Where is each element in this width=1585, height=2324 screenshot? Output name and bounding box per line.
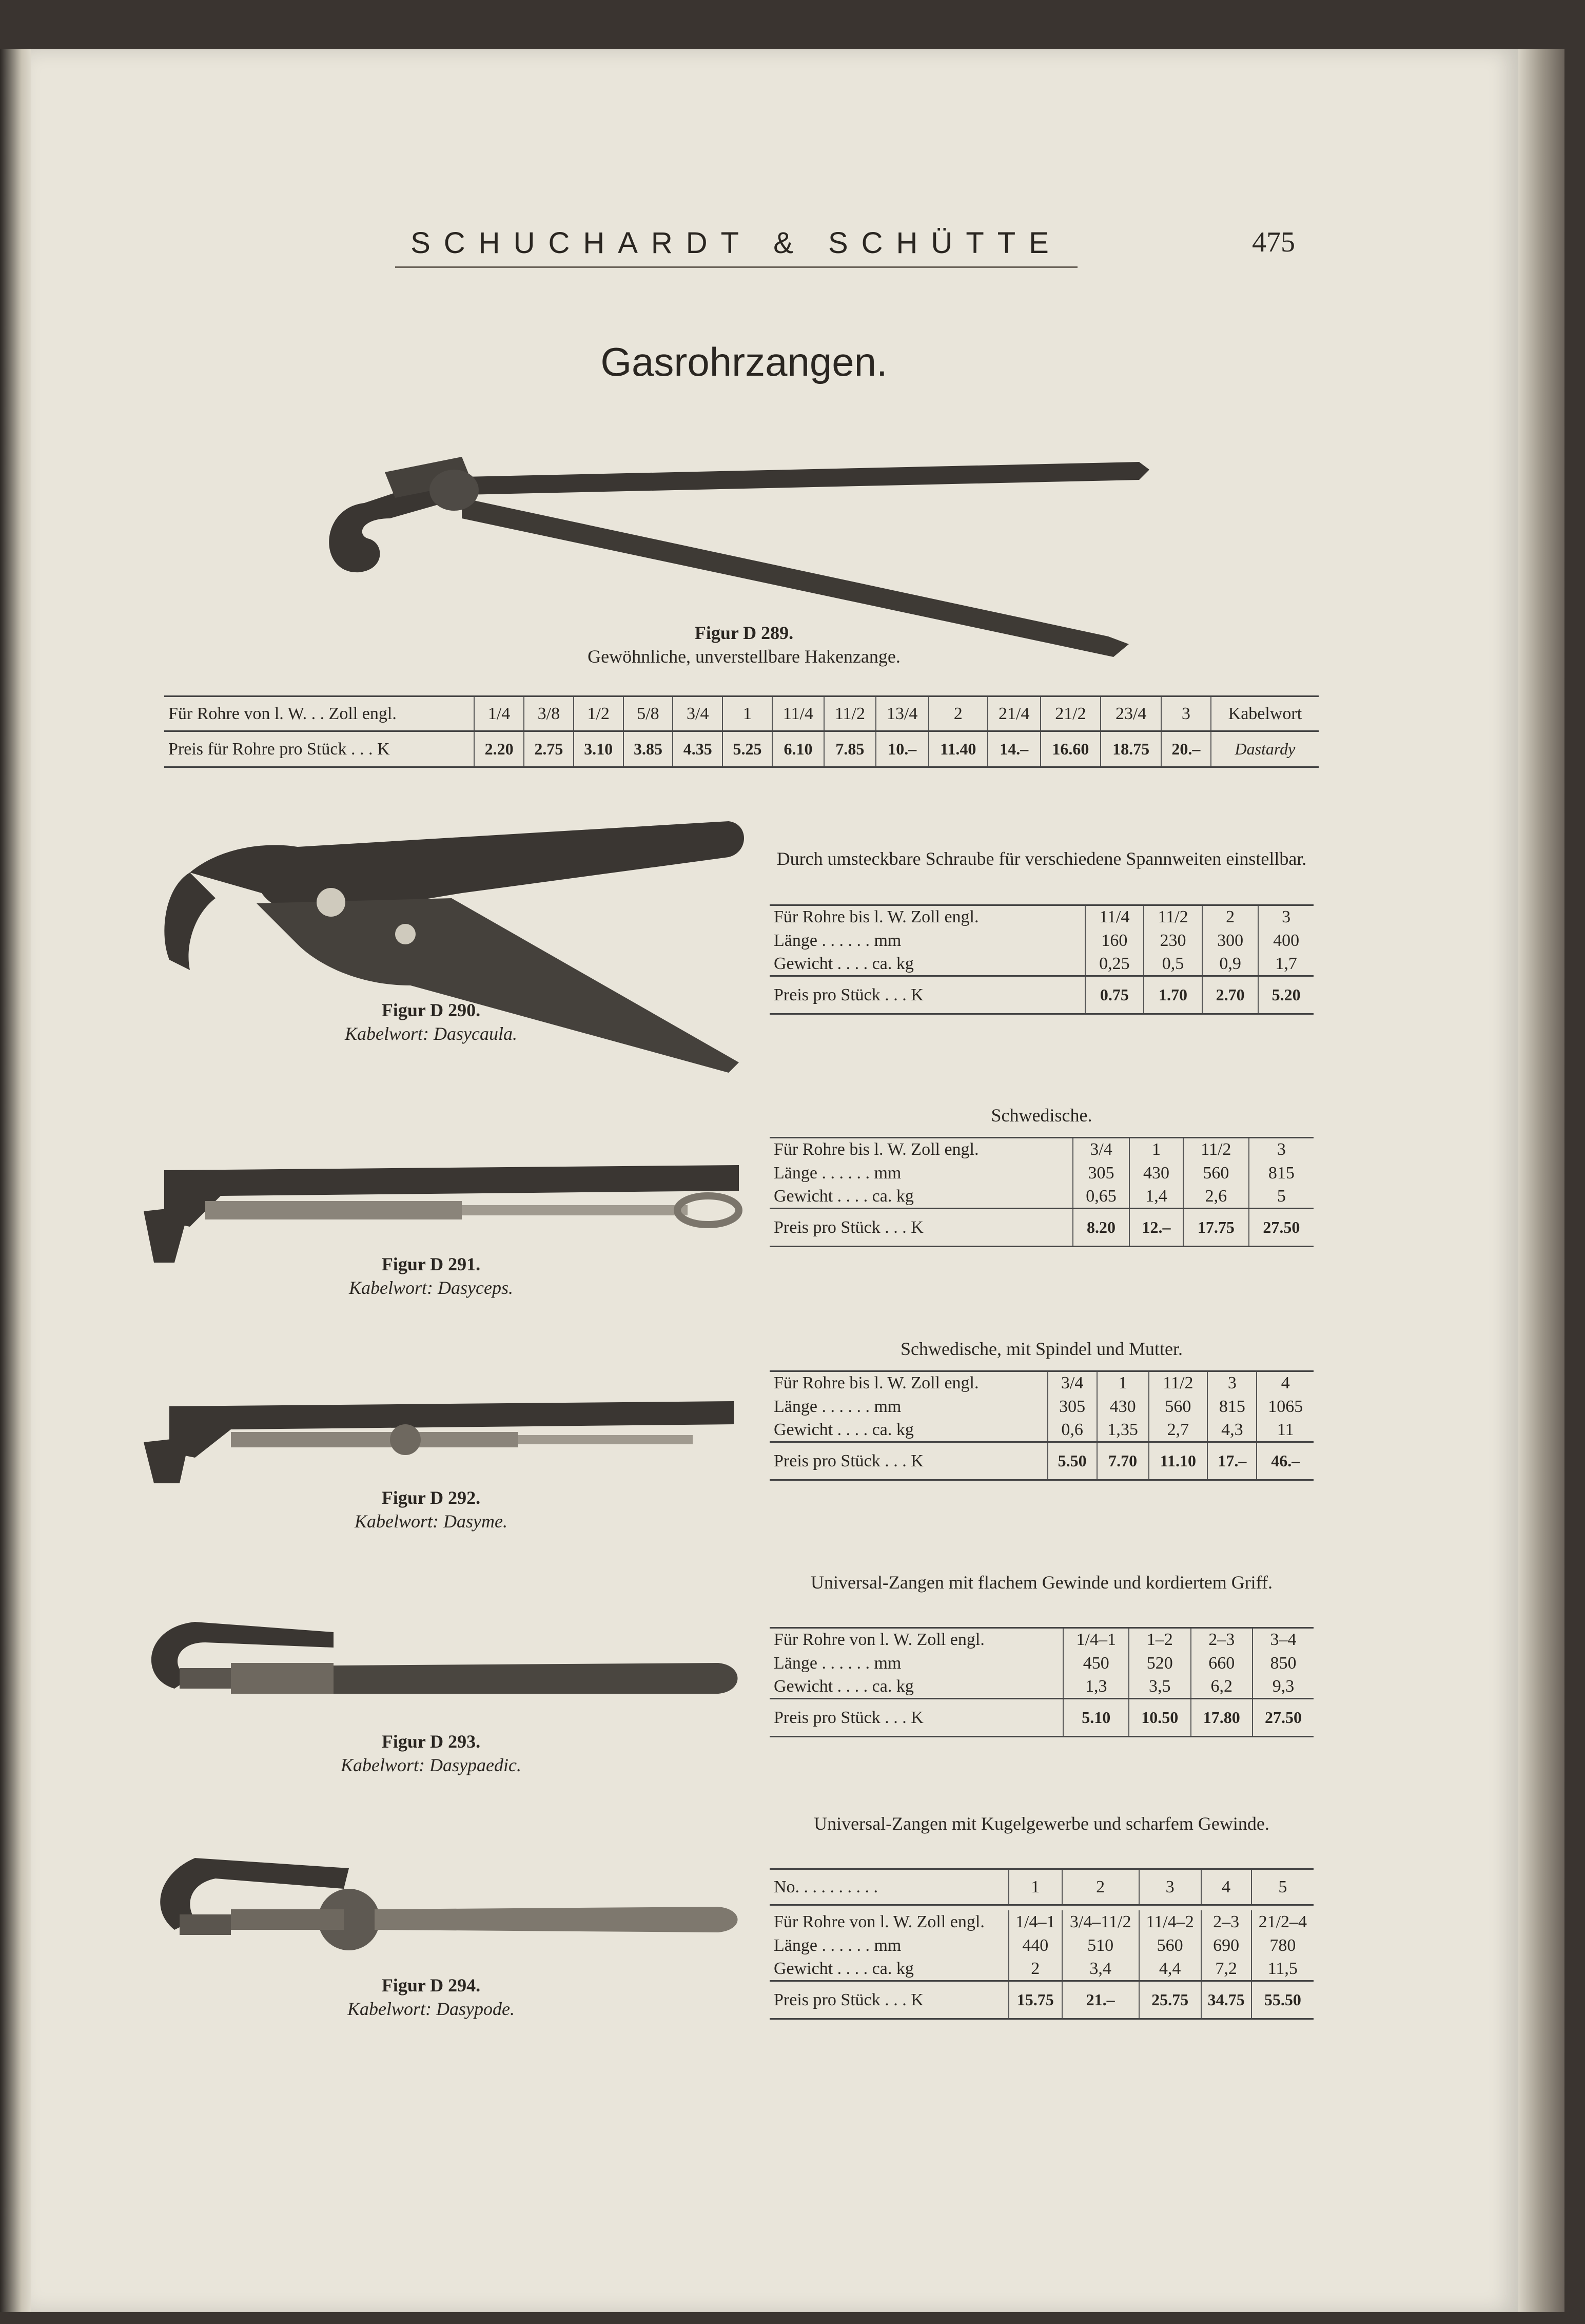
fig293-spec-cell: 6,2: [1191, 1675, 1253, 1699]
fig294-no-cell: 5: [1251, 1869, 1314, 1905]
fig289-price-cell: 7.85: [824, 731, 876, 767]
fig293-spec-cell: 850: [1253, 1652, 1314, 1675]
fig291-spec-cell: 305: [1073, 1161, 1129, 1185]
fig289-size-cell: 1/4: [474, 696, 524, 731]
fig293-spec-cell: 1,3: [1063, 1675, 1129, 1699]
fig290-codeword: Kabelwort: Dasycaula.: [345, 1023, 517, 1044]
fig289-price-cell: 2.75: [524, 731, 574, 767]
fig291-table: [770, 1137, 1314, 1247]
fig294-price-cell: 25.75: [1139, 1981, 1201, 2019]
fig292-spec-cell: 815: [1207, 1395, 1257, 1419]
fig289-codeword: Dastardy: [1211, 731, 1319, 767]
fig289-size-cell: 3/8: [524, 696, 574, 731]
fig290-spec-cell: 3: [1258, 905, 1314, 929]
fig294-spec-cell: 2–3: [1201, 1910, 1251, 1934]
fig292-spec-cell: 0,6: [1048, 1419, 1097, 1442]
fig292-price-cell: 11.10: [1149, 1442, 1208, 1480]
fig294-price-cell: 21.–: [1062, 1981, 1139, 2019]
fig292-spec-cell: 1,35: [1097, 1419, 1149, 1442]
fig294-price-cell: 15.75: [1009, 1981, 1062, 2019]
fig293-caption: [298, 1730, 564, 1777]
fig294-spec-cell: 4,4: [1139, 1958, 1201, 1981]
fig290-caption: [298, 998, 564, 1045]
fig289-price-cell: 3.85: [623, 731, 673, 767]
fig292-section-title: Schwedische, mit Spindel und Mutter.: [901, 1339, 1183, 1359]
fig294-spec-cell: 690: [1201, 1934, 1251, 1958]
fig292-row-label: Für Rohre bis l. W. Zoll engl.: [774, 1373, 979, 1393]
fig293-price-cell: 27.50: [1253, 1699, 1314, 1737]
fig293-row-label: Länge . . . . . . mm: [774, 1653, 902, 1673]
fig293-section-title: Universal-Zangen mit flachem Gewinde und kordiertem Griff.: [810, 1572, 1273, 1593]
fig293-spec-cell: 9,3: [1253, 1675, 1314, 1699]
fig289-price-cell: 18.75: [1101, 731, 1161, 767]
fig290-spec-cell: 0,5: [1144, 953, 1202, 976]
fig293-spec-cell: 450: [1063, 1652, 1129, 1675]
fig289-size-cell: 11/4: [772, 696, 824, 731]
fig292-row-label: Gewicht . . . . ca. kg: [774, 1420, 914, 1439]
fig291-spec-cell: 560: [1183, 1161, 1249, 1185]
fig290-price-cell: 2.70: [1202, 976, 1258, 1014]
fig289-size-cell: 1: [722, 696, 772, 731]
fig289-size-cell: 3/4: [673, 696, 722, 731]
fig294-section-title: Universal-Zangen mit Kugelgewerbe und scharfem Gewinde.: [814, 1813, 1269, 1834]
fig294-spec-cell: 3,4: [1062, 1958, 1139, 1981]
fig294-spec-cell: 3/4–11/2: [1062, 1910, 1139, 1934]
fig290-price-cell: 5.20: [1258, 976, 1314, 1014]
fig290-label: Figur D 290.: [381, 1000, 481, 1020]
fig293-price-cell: 5.10: [1063, 1699, 1129, 1737]
fig292-price-cell: 7.70: [1097, 1442, 1149, 1480]
fig294-codeword: Kabelwort: Dasypode.: [347, 1999, 515, 2019]
fig291-price-cell: 17.75: [1183, 1209, 1249, 1247]
fig294-caption: [298, 1973, 564, 2021]
fig290-spec-cell: 160: [1085, 929, 1144, 953]
fig294-price-cell: 34.75: [1201, 1981, 1251, 2019]
fig291-row-label: Länge . . . . . . mm: [774, 1163, 902, 1183]
fig291-row-label: Gewicht . . . . ca. kg: [774, 1186, 914, 1206]
fig294-row-label: Für Rohre von l. W. Zoll engl.: [774, 1912, 985, 1931]
fig291-price-cell: 27.50: [1249, 1209, 1314, 1247]
fig289-price-cell: 2.20: [474, 731, 524, 767]
fig289-label: Figur D 289.: [694, 623, 794, 643]
fig293-spec-cell: 660: [1191, 1652, 1253, 1675]
fig294-spec-cell: 1/4–1: [1009, 1910, 1062, 1934]
fig290-spec-cell: 230: [1144, 929, 1202, 953]
fig294-no-label: No. . . . . . . . . .: [774, 1877, 878, 1896]
fig294-label: Figur D 294.: [381, 1975, 481, 1996]
fig294-no-cell: 4: [1201, 1869, 1251, 1905]
fig290-spec-cell: 0,25: [1085, 953, 1144, 976]
fig289-price-cell: 20.–: [1161, 731, 1211, 767]
fig290-spec-cell: 2: [1202, 905, 1258, 929]
fig289-price-label: Preis für Rohre pro Stück . . . K: [168, 739, 390, 759]
fig290-spec-cell: 1,7: [1258, 953, 1314, 976]
fig294-spec-cell: 21/2–4: [1251, 1910, 1314, 1934]
fig292-spec-cell: 2,7: [1149, 1419, 1208, 1442]
fig289-price-cell: 4.35: [673, 731, 722, 767]
fig291-price-label: Preis pro Stück . . . K: [774, 1217, 924, 1237]
fig290-spec-cell: 0,9: [1202, 953, 1258, 976]
fig294-spec-cell: 440: [1009, 1934, 1062, 1958]
fig292-spec-cell: 1: [1097, 1371, 1149, 1395]
fig289-size-cell: 21/2: [1041, 696, 1101, 731]
fig292-spec-cell: 3/4: [1048, 1371, 1097, 1395]
fig291-spec-cell: 2,6: [1183, 1185, 1249, 1209]
fig291-spec-cell: 3/4: [1073, 1138, 1129, 1161]
fig294-row-label: Gewicht . . . . ca. kg: [774, 1959, 914, 1978]
fig290-spec-cell: 300: [1202, 929, 1258, 953]
fig290-price-cell: 0.75: [1085, 976, 1144, 1014]
fig291-spec-cell: 0,65: [1073, 1185, 1129, 1209]
fig294-spec-cell: 780: [1251, 1934, 1314, 1958]
fig293-spec-cell: 520: [1129, 1652, 1190, 1675]
fig291-spec-cell: 3: [1249, 1138, 1314, 1161]
fig291-spec-cell: 430: [1129, 1161, 1183, 1185]
fig291-label: Figur D 291.: [381, 1254, 481, 1274]
fig289-code-header: Kabelwort: [1211, 696, 1319, 731]
fig291-price-cell: 12.–: [1129, 1209, 1183, 1247]
fig294-no-cell: 2: [1062, 1869, 1139, 1905]
fig289-size-cell: 2: [929, 696, 988, 731]
fig294-spec-cell: 7,2: [1201, 1958, 1251, 1981]
fig290-table: [770, 904, 1314, 1015]
fig289-size-cell: 23/4: [1101, 696, 1161, 731]
fig294-no-cell: 1: [1009, 1869, 1062, 1905]
fig289-price-cell: 3.10: [574, 731, 623, 767]
fig289-description: Gewöhnliche, unverstellbare Hakenzange.: [588, 646, 901, 667]
fig294-no-cell: 3: [1139, 1869, 1201, 1905]
fig289-size-cell: 13/4: [876, 696, 929, 731]
fig292-codeword: Kabelwort: Dasyme.: [355, 1511, 507, 1532]
fig290-row-label: Länge . . . . . . mm: [774, 931, 902, 950]
fig293-price-cell: 10.50: [1129, 1699, 1190, 1737]
fig291-section-title: Schwedische.: [991, 1105, 1092, 1126]
fig289-price-cell: 5.25: [722, 731, 772, 767]
fig292-spec-cell: 4: [1257, 1371, 1314, 1395]
fig292-row-label: Länge . . . . . . mm: [774, 1397, 902, 1416]
fig292-label: Figur D 292.: [381, 1487, 481, 1508]
page-title: Gasrohrzangen.: [600, 339, 888, 384]
universal-pliers-ball-illustration: [128, 1843, 744, 1966]
fig293-codeword: Kabelwort: Dasypaedic.: [341, 1755, 521, 1775]
fig294-spec-cell: 11,5: [1251, 1958, 1314, 1981]
fig293-row-label: Gewicht . . . . ca. kg: [774, 1676, 914, 1696]
fig291-spec-cell: 1: [1129, 1138, 1183, 1161]
fig293-spec-cell: 1/4–1: [1063, 1628, 1129, 1652]
fig292-spec-cell: 3: [1207, 1371, 1257, 1395]
fig289-caption: [513, 621, 975, 668]
fig294-price-cell: 55.50: [1251, 1981, 1314, 2019]
fig291-caption: [298, 1252, 564, 1300]
fig289-size-cell: 21/4: [988, 696, 1041, 731]
fig294-table: [770, 1868, 1314, 2020]
swedish-wrench-illustration: [128, 1150, 744, 1268]
fig289-price-cell: 6.10: [772, 731, 824, 767]
fig292-price-cell: 46.–: [1257, 1442, 1314, 1480]
fig292-price-cell: 17.–: [1207, 1442, 1257, 1480]
fig292-spec-cell: 430: [1097, 1395, 1149, 1419]
fig291-spec-cell: 1,4: [1129, 1185, 1183, 1209]
fig292-caption: [298, 1486, 564, 1533]
fig294-price-label: Preis pro Stück . . . K: [774, 1990, 924, 2009]
fig293-spec-cell: 1–2: [1129, 1628, 1190, 1652]
fig293-price-label: Preis pro Stück . . . K: [774, 1708, 924, 1727]
fig289-price-cell: 11.40: [929, 731, 988, 767]
fig291-price-cell: 8.20: [1073, 1209, 1129, 1247]
fig289-price-cell: 16.60: [1041, 731, 1101, 767]
fig291-spec-cell: 5: [1249, 1185, 1314, 1209]
page-number: 475: [1252, 226, 1295, 258]
swedish-spindle-wrench-illustration: [128, 1381, 744, 1488]
fig291-spec-cell: 815: [1249, 1161, 1314, 1185]
fig294-spec-cell: 11/4–2: [1139, 1910, 1201, 1934]
fig289-size-cell: 5/8: [623, 696, 673, 731]
fig294-spec-cell: 510: [1062, 1934, 1139, 1958]
fig290-row-label: Für Rohre bis l. W. Zoll engl.: [774, 907, 979, 927]
fig291-row-label: Für Rohre bis l. W. Zoll engl.: [774, 1140, 979, 1159]
fig292-table: [770, 1370, 1314, 1481]
fig290-spec-cell: 11/2: [1144, 905, 1202, 929]
fig289-size-cell: 3: [1161, 696, 1211, 731]
fig293-spec-cell: 2–3: [1191, 1628, 1253, 1652]
page-edge: [1518, 49, 1564, 2312]
fig289-row-label: Für Rohre von l. W. . . Zoll engl.: [168, 704, 397, 723]
fig290-spec-cell: 400: [1258, 929, 1314, 953]
fig291-spec-cell: 11/2: [1183, 1138, 1249, 1161]
fig292-spec-cell: 560: [1149, 1395, 1208, 1419]
fig292-spec-cell: 1065: [1257, 1395, 1314, 1419]
fig292-price-label: Preis pro Stück . . . K: [774, 1451, 924, 1470]
fig290-row-label: Gewicht . . . . ca. kg: [774, 954, 914, 973]
fig289-price-cell: 14.–: [988, 731, 1041, 767]
fig289-price-cell: 10.–: [876, 731, 929, 767]
fig290-section-title: Durch umsteckbare Schraube für verschiedene Spannweiten einstellbar.: [776, 848, 1307, 869]
fig294-spec-cell: 560: [1139, 1934, 1201, 1958]
fig292-spec-cell: 4,3: [1207, 1419, 1257, 1442]
fig292-spec-cell: 11/2: [1149, 1371, 1208, 1395]
fig294-row-label: Länge . . . . . . mm: [774, 1935, 902, 1955]
fig293-table: [770, 1627, 1314, 1737]
fig289-size-cell: 11/2: [824, 696, 876, 731]
fig293-spec-cell: 3,5: [1129, 1675, 1190, 1699]
fig293-price-cell: 17.80: [1191, 1699, 1253, 1737]
fig292-price-cell: 5.50: [1048, 1442, 1097, 1480]
fig289-table: [164, 695, 1319, 768]
fig289-size-cell: 1/2: [574, 696, 623, 731]
fig292-spec-cell: 305: [1048, 1395, 1097, 1419]
fig290-price-label: Preis pro Stück . . . K: [774, 985, 924, 1004]
universal-pliers-flat-thread-illustration: [128, 1601, 744, 1719]
fig291-codeword: Kabelwort: Dasyceps.: [349, 1277, 513, 1298]
fig293-spec-cell: 3–4: [1253, 1628, 1314, 1652]
fig294-spec-cell: 2: [1009, 1958, 1062, 1981]
fig290-spec-cell: 11/4: [1085, 905, 1144, 929]
fig293-label: Figur D 293.: [381, 1731, 481, 1752]
fig293-row-label: Für Rohre von l. W. Zoll engl.: [774, 1630, 985, 1650]
fig290-price-cell: 1.70: [1144, 976, 1202, 1014]
running-header: SCHUCHARDT & SCHÜTTE: [395, 226, 1078, 268]
fig292-spec-cell: 11: [1257, 1419, 1314, 1442]
